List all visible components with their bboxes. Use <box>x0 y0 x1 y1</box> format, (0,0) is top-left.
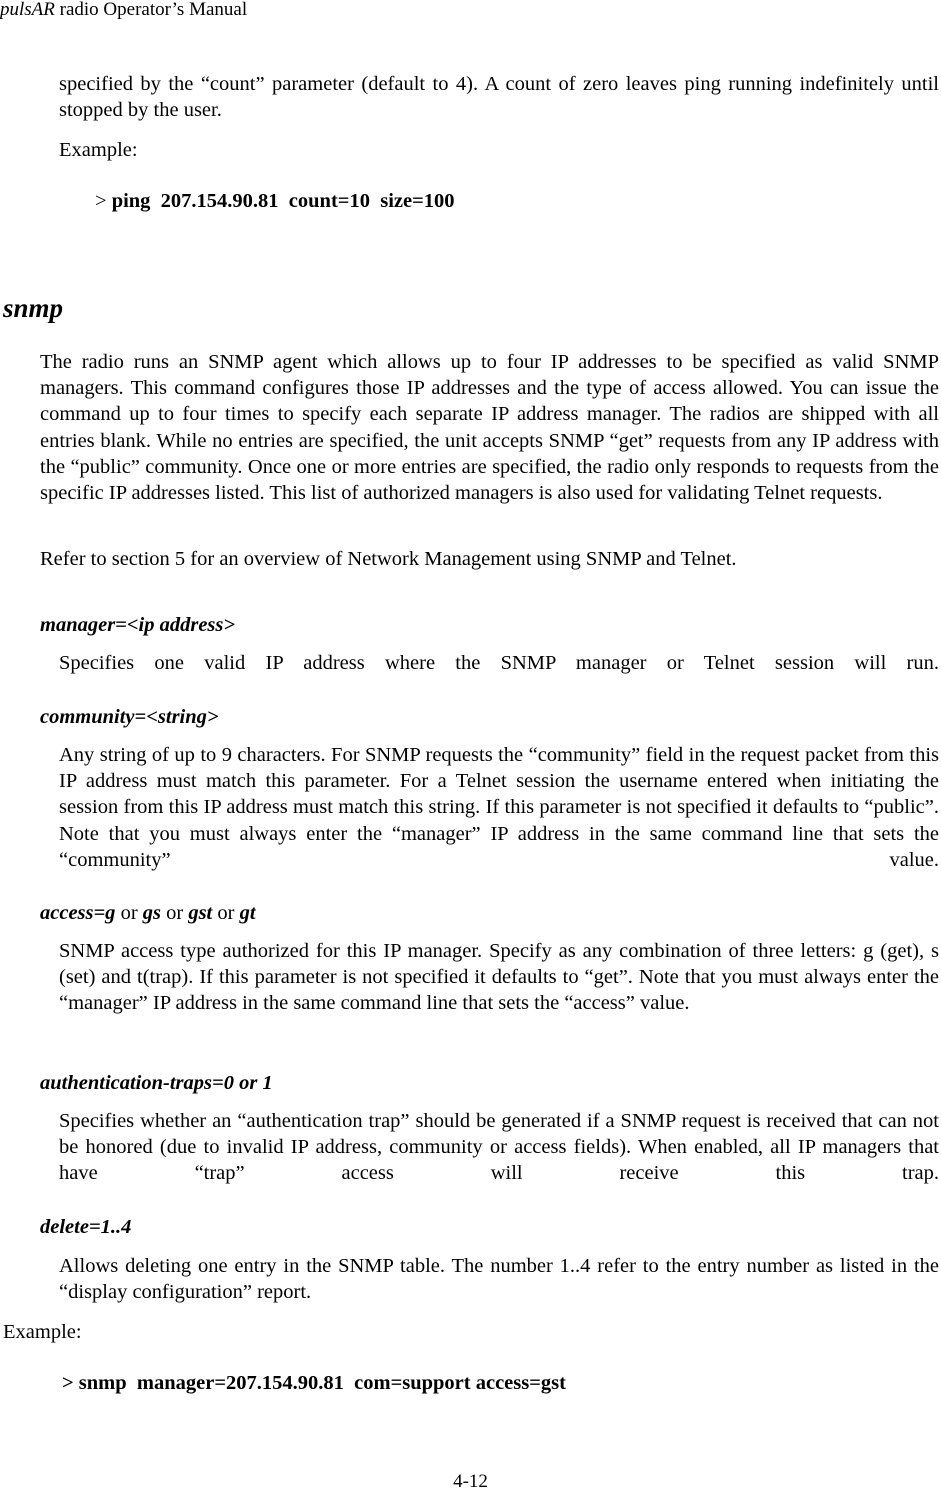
snmp-example-command: > snmp manager=207.154.90.81 com=support access=gst <box>62 1372 566 1394</box>
param-delete-name: delete=1..4 <box>40 1216 132 1238</box>
command-prompt: > <box>95 190 112 212</box>
snmp-description: The radio runs an SNMP agent which allows up to four IP addresses to be specified as valid SNMP managers. This command configures those IP addresses and the type of access allowed. You can issue the command up to four times to specify each separate IP address manager. The radios are shipped with all entries blank. While no entries are specified, the unit accepts SNMP “get” requests from any IP address with the “public” community. Once one or more entries are specified, the radio only responds to requests from the specific IP addresses listed. This list of authorized managers is also used for validating Telnet requests. <box>40 351 939 505</box>
param-auth-traps-name: authentication-traps=0 or 1 <box>40 1072 273 1094</box>
ping-example-command <box>95 188 455 214</box>
param-community-desc: Any string of up to 9 characters. For SNMP requests the “community” field in the request packet from this IP address must match this parameter. For a Telnet session the username entered when initiating the session from this IP address must match this string. If this parameter is not specified it defaults to “public”. Note that you must always enter the “manager” IP address in the same command line that sets the “community” value. <box>59 744 939 871</box>
param-access-desc: SNMP access type authorized for this IP manager. Specify as any combination of three letters: g (get), s (set) and t(trap). If this parameter is not specified it defaults to “get”. Note that you must always enter the “manager” IP address in the same command line that sets the “access” value. <box>59 940 939 1015</box>
command-text: ping 207.154.90.81 count=10 size=100 <box>111 190 455 212</box>
param-manager-desc: Specifies one valid IP address where the SNMP manager or Telnet session will run. <box>59 652 939 674</box>
param-delete-desc: Allows deleting one entry in the SNMP table. The number 1..4 refer to the entry number as listed in the “display configuration” report. <box>59 1255 939 1304</box>
param-manager-name: manager=<ip address> <box>40 614 236 636</box>
ping-example-label: Example: <box>59 139 138 161</box>
section-title-snmp: snmp <box>3 293 64 323</box>
param-auth-traps-desc: Specifies whether an “authentication trap” should be generated if a SNMP request is received that can not be honored (due to invalid IP address, community or access fields). When enabled, all IP managers that have “trap” access will receive this trap. <box>59 1110 939 1185</box>
param-access-name: access=g or gs or gst or gt <box>40 902 256 924</box>
snmp-refer-note: Refer to section 5 for an overview of Network Management using SNMP and Telnet. <box>40 548 737 570</box>
running-header <box>0 0 247 21</box>
ping-count-paragraph: specified by the “count” parameter (default to 4). A count of zero leaves ping running indefinitely until stopped by the user. <box>59 73 939 122</box>
page-number: 4-12 <box>453 1471 488 1492</box>
param-community-name: community=<string> <box>40 706 219 728</box>
snmp-example-label: Example: <box>3 1321 82 1343</box>
header-title: radio Operator’s Manual <box>54 0 248 20</box>
header-brand: pulsAR <box>0 0 55 20</box>
